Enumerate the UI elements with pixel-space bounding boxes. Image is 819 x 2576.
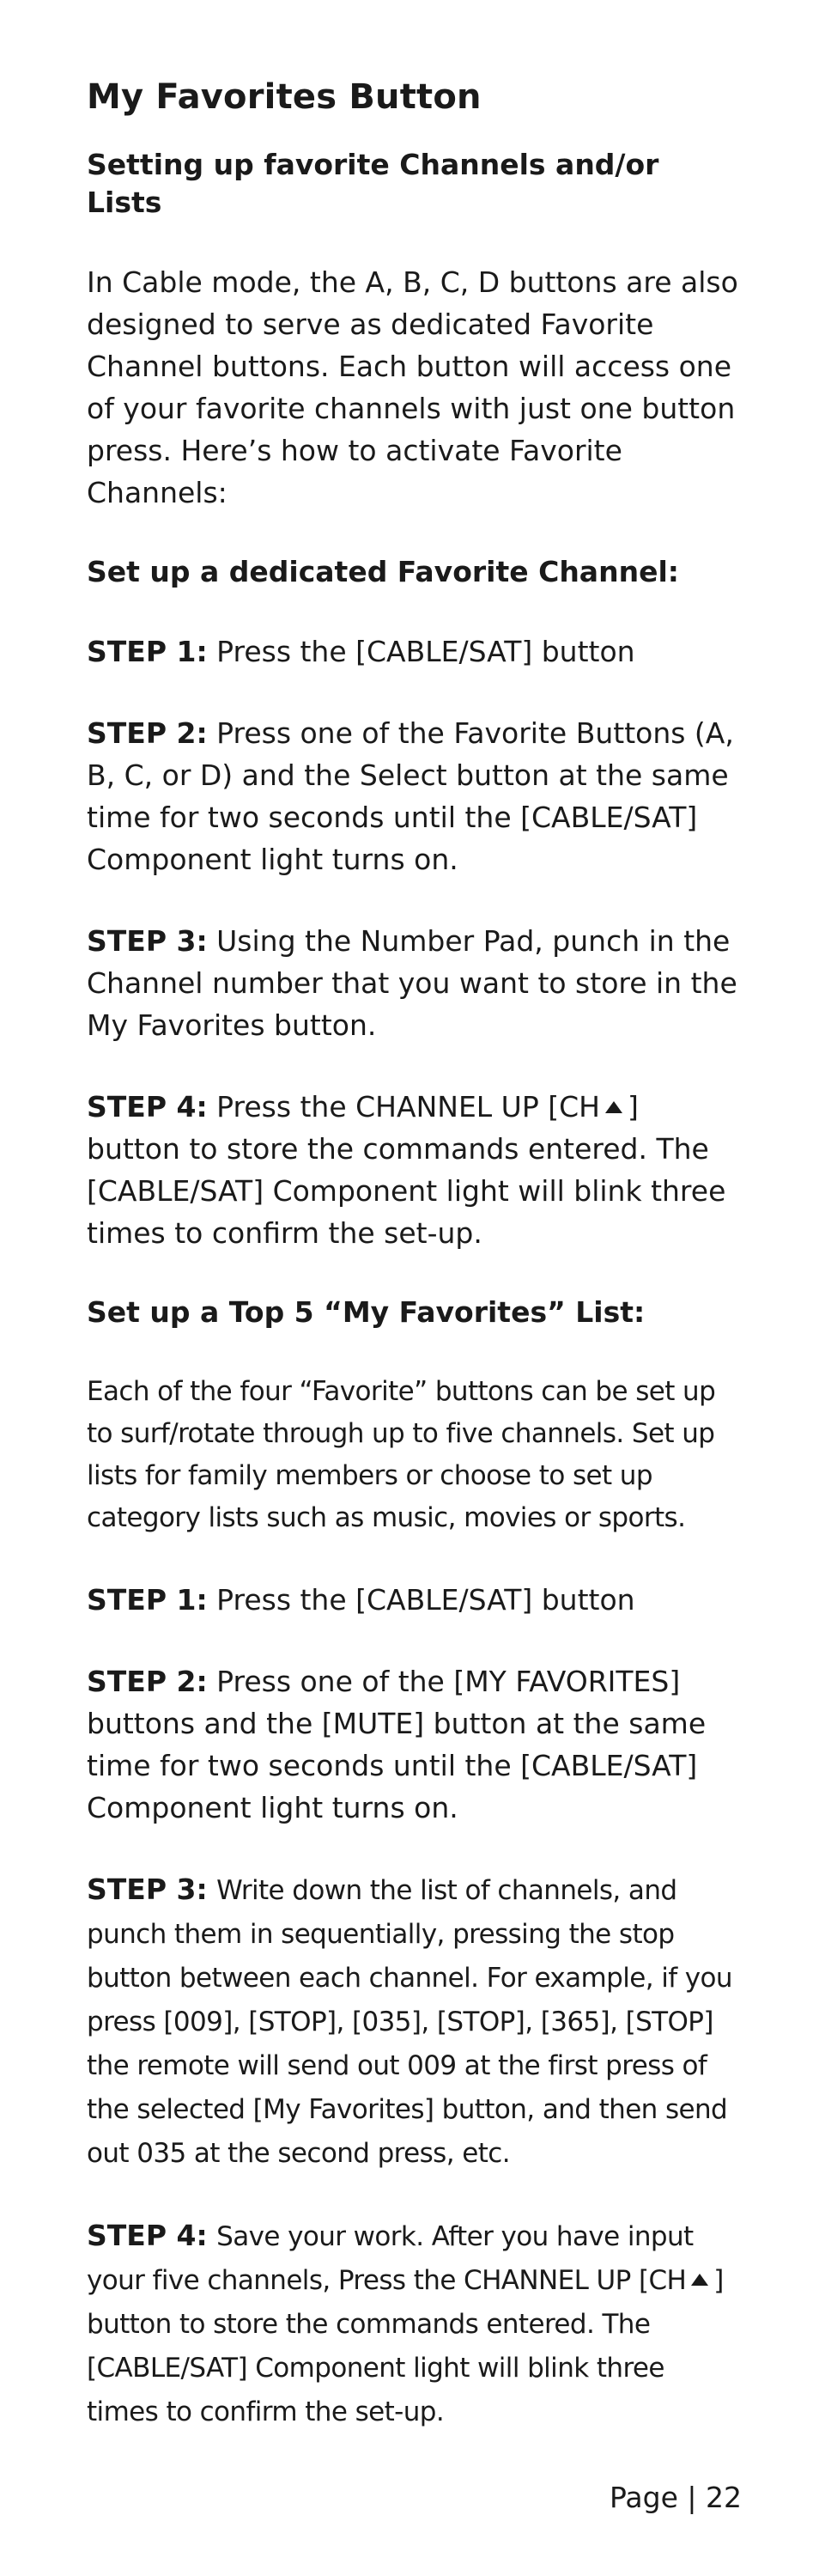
step-label: STEP 4: [87, 1090, 208, 1124]
up-triangle-icon [691, 2274, 708, 2286]
dedicated-step-1 [87, 630, 740, 673]
step-text-before: Press the CHANNEL UP [CH [216, 1090, 600, 1124]
page-number: Page | 22 [610, 2481, 742, 2514]
step-text-before: Save your work. After you have input your five channels, Press the CHANNEL UP [CH [87, 2221, 694, 2296]
setup-intro: In Cable mode, the A, B, C, D buttons are also designed to serve as dedicated Favorite Channel buttons. Each button will access one of your favorite channels with just one button press. Here’s how to activate Favorite Channels: [87, 265, 738, 509]
dedicated-step-4 [87, 1086, 740, 1254]
step-text: Press one of the [MY FAVORITES] buttons and the [MUTE] button at the same time for two seconds until the [CABLE/SAT] Component light turns on. [87, 1665, 707, 1824]
step-label: STEP 2: [87, 1665, 208, 1698]
dedicated-step-2 [87, 712, 740, 880]
step-text: Press one of the Favorite Buttons (A, B, C, or D) and the Select button at the same time for two seconds until the [CABLE/SAT] Component light turns on. [87, 716, 734, 876]
section-heading-top5: Set up a Top 5 “My Favorites” List: [87, 1295, 646, 1329]
step-text: Using the Number Pad, punch in the Channel number that you want to store in the My Favorites button. [87, 924, 737, 1042]
step-text-after: ] button to store the commands entered. The [CABLE/SAT] Component light will blink three times to confirm the set-up. [87, 1090, 726, 1250]
step-text: Write down the list of channels, and punch them in sequentially, pressing the stop button between each channel. For example, if you press [009], [STOP], [035], [STOP], [365], [STOP] the remote will send out 009 at the first press of the selected [My Favorites] button, and then send out 035 at the second press, etc. [87, 1875, 732, 2169]
step-label: STEP 4: [87, 2219, 208, 2252]
step-text: Press the [CABLE/SAT] button [216, 635, 635, 668]
step-text-after: ] button to store the commands entered. The [CABLE/SAT] Component light will blink three times to confirm the set-up. [87, 2265, 724, 2427]
top5-step-2 [87, 1660, 740, 1829]
step-text: Press the [CABLE/SAT] button [216, 1583, 635, 1617]
section-heading-setup: Setting up favorite Channels and/or Lists [87, 148, 659, 219]
step-label: STEP 1: [87, 1583, 208, 1617]
step-label: STEP 3: [87, 924, 208, 958]
step-label: STEP 2: [87, 716, 208, 750]
top5-intro: Each of the four “Favorite” buttons can be set up to surf/rotate through up to five channels. Set up lists for family members or choose to set up category lists such as music, movies or sports. [87, 1376, 716, 1533]
section-heading-dedicated: Set up a dedicated Favorite Channel: [87, 555, 679, 588]
dedicated-step-3 [87, 920, 740, 1046]
step-label: STEP 1: [87, 635, 208, 668]
top5-step-1 [87, 1579, 740, 1621]
up-triangle-icon [605, 1101, 622, 1113]
top5-step-3 [87, 1868, 740, 2175]
step-label: STEP 3: [87, 1873, 208, 1906]
page-title: My Favorites Button [87, 77, 482, 117]
top5-step-4 [87, 2214, 740, 2433]
